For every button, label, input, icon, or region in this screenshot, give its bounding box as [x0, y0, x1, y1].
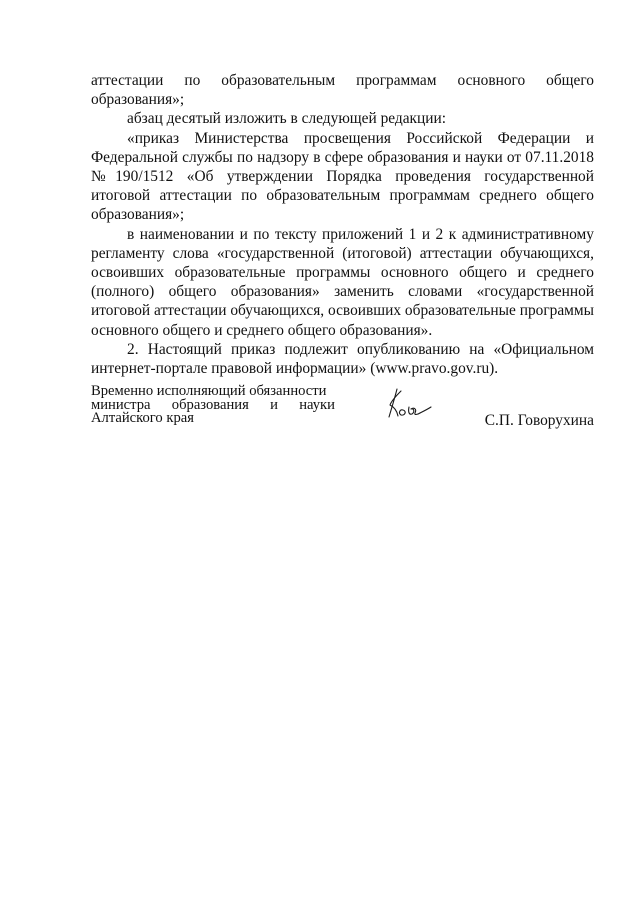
position-word: науки — [299, 396, 335, 413]
position-word: министра — [91, 396, 151, 413]
paragraph-order-citation: «приказ Министерства просвещения Российской Федерации и Федеральной службы по надзору в сфере образования и науки от 07.11.2018 №190/1512 «Об утверждении Порядка проведения государственной итоговой аттестации по образовательным программам среднего общего образования»; — [91, 129, 594, 224]
document-body — [91, 71, 594, 378]
paragraph-appendix-replacement: в наименовании и по тексту приложений 1 и 2 к административному регламенту слова «государственной (итоговой) аттестации обучающихся, освоивших образовательные программы основного общего и среднего (полного) общего образования» заменить словами «государственной итоговой аттестации обучающихся, освоивших образовательные программы основного общего и среднего общего образования». — [91, 225, 594, 339]
paragraph-publication: 2. Настоящий приказ подлежит опубликованию на «Официальном интернет-портале правовой информации» (www.pravo.gov.ru). — [91, 340, 594, 378]
position-line-3: Алтайского края — [91, 410, 194, 426]
signer-name: С.П. Говорухина — [484, 412, 594, 429]
handwritten-signature-icon — [381, 385, 433, 423]
position-word: и — [270, 396, 278, 413]
signature-block — [91, 385, 594, 445]
paragraph-continuation: аттестации по образовательным программам основного общего образования»; — [91, 72, 594, 109]
signatory-position — [91, 385, 335, 426]
paragraph-tenth-clause: абзац десятый изложить в следующей редакции: — [127, 110, 447, 128]
position-line-1: Временно исполняющий обязанности — [91, 383, 327, 399]
position-word: образования — [171, 396, 249, 413]
